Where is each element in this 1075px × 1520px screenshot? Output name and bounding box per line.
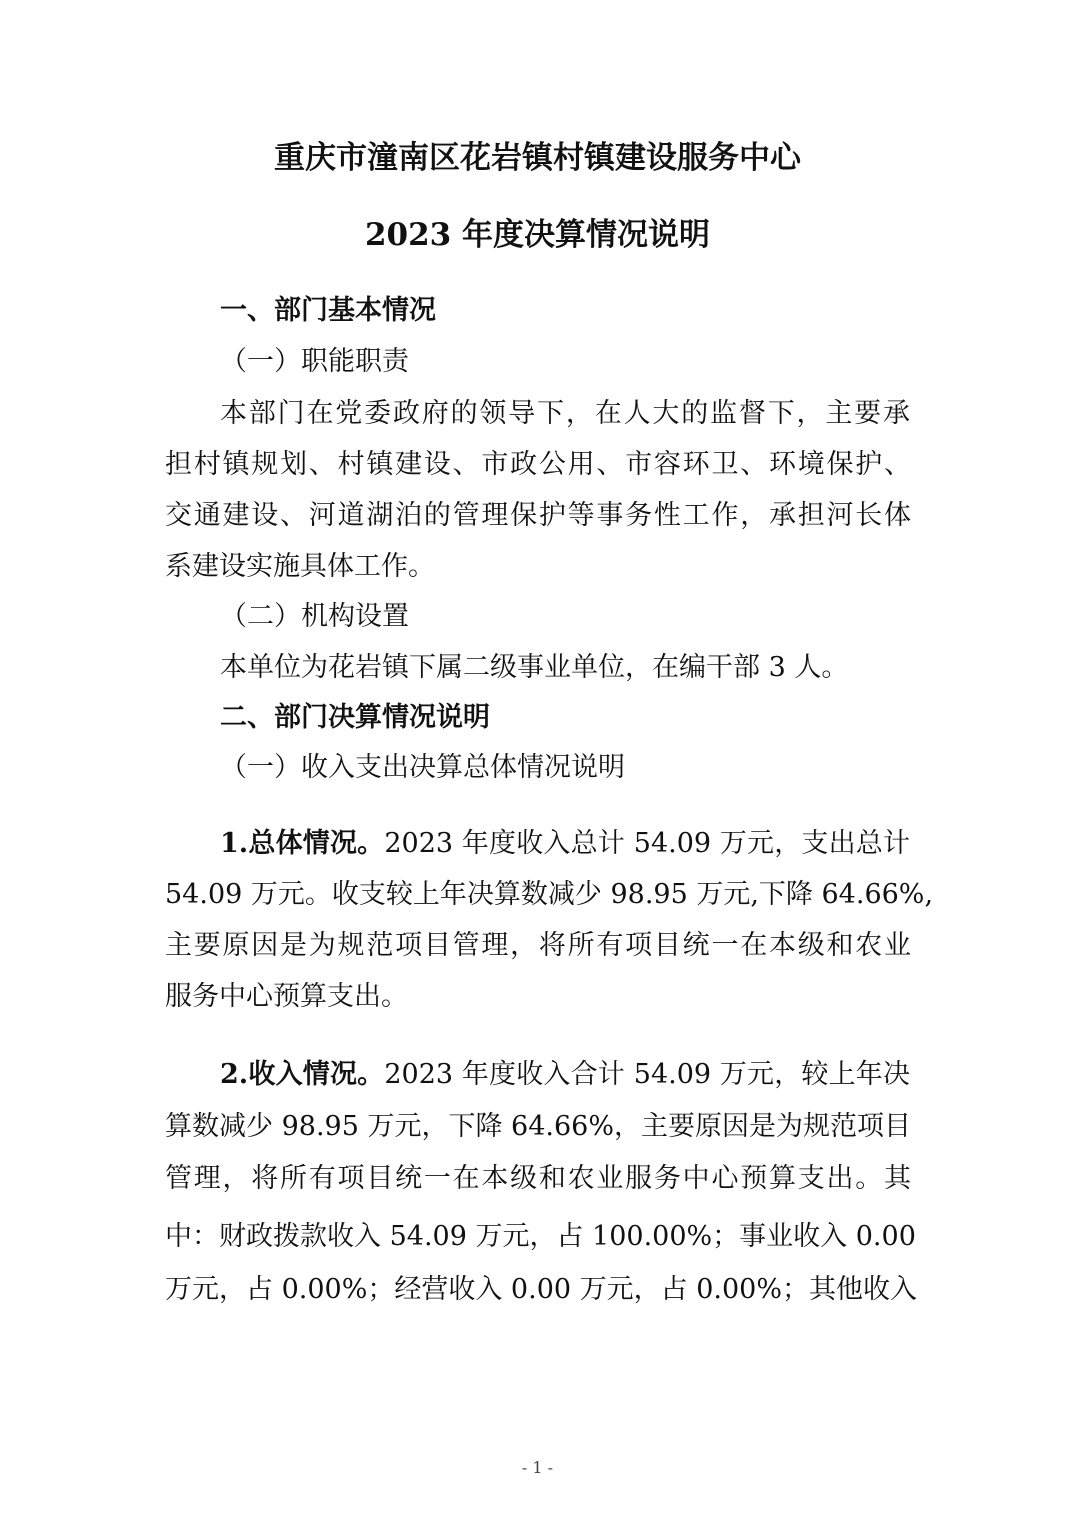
duties-paragraph-line: 本部门在党委政府的领导下，在人大的监督下，主要承 [220,398,910,429]
subsection-heading-overview: （一）收入支出决算总体情况说明 [220,752,625,783]
income-paragraph-line: 算数减少 98.95 万元，下降 64.66%，主要原因是为规范项目 [165,1111,911,1142]
section-heading-2: 二、部门决算情况说明 [220,702,490,733]
subsection-heading-organization: （二）机构设置 [220,601,409,632]
document-subtitle: 2023 年度决算情况说明 [364,217,711,253]
page-number: - 1 - [521,1458,554,1477]
income-text: 2023 年度收入合计 54.09 万元，较上年决 [384,1059,910,1090]
total-paragraph-line: 服务中心预算支出。 [165,981,408,1012]
document-title: 重庆市潼南区花岩镇村镇建设服务中心 [274,140,801,176]
income-paragraph-line: 万元，占 0.00%；经营收入 0.00 万元，占 0.00%；其他收入 [165,1274,917,1305]
duties-paragraph-line: 系建设实施具体工作。 [165,551,435,582]
subsection-heading-duties: （一）职能职责 [220,346,409,377]
total-paragraph-line [220,826,910,862]
income-paragraph-line: 中：财政拨款收入 54.09 万元，占 100.00%；事业收入 0.00 [165,1221,916,1252]
income-label: 2.收入情况。 [220,1059,385,1090]
section-heading-1: 一、部门基本情况 [220,295,436,326]
duties-paragraph-line: 担村镇规划、村镇建设、市政公用、市容环卫、环境保护、 [165,449,911,480]
total-paragraph-line: 54.09 万元。收支较上年决算数减少 98.95 万元,下降 64.66%, [165,879,934,910]
organization-paragraph: 本单位为花岩镇下属二级事业单位，在编干部 3 人。 [220,652,849,683]
total-paragraph-line: 主要原因是为规范项目管理，将所有项目统一在本级和农业 [165,930,911,961]
income-paragraph-line: 管理，将所有项目统一在本级和农业服务中心预算支出。其 [165,1163,911,1194]
duties-paragraph-line: 交通建设、河道湖泊的管理保护等事务性工作，承担河长体 [165,500,911,531]
total-label: 1.总体情况。 [220,828,385,859]
total-text: 2023 年度收入总计 54.09 万元，支出总计 [384,828,910,859]
income-paragraph-line [220,1057,910,1093]
